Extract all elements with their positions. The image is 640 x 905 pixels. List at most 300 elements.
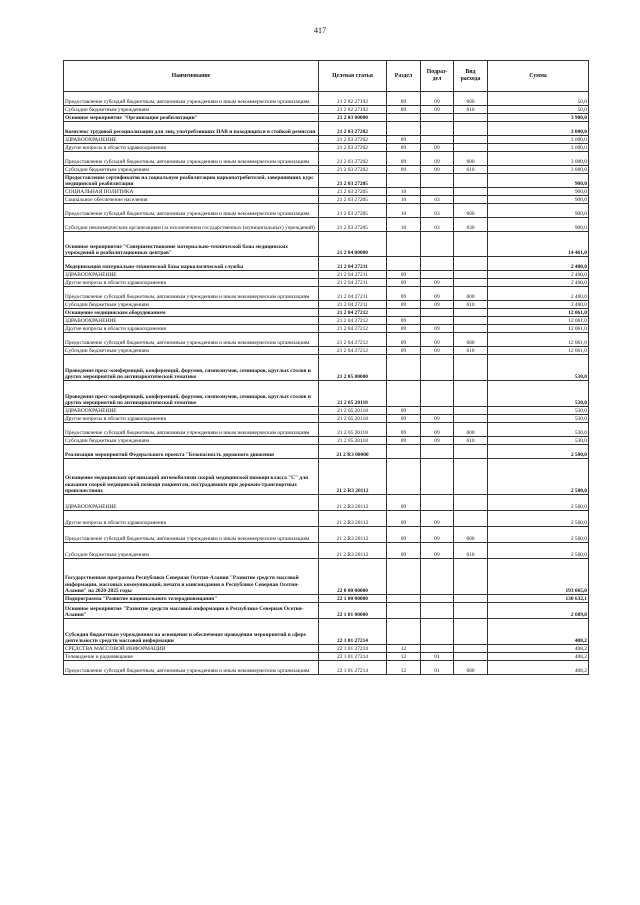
- cell-vid: [454, 511, 488, 527]
- cell-code: 21 2 03 27205: [319, 218, 387, 232]
- table-row: [64, 559, 589, 595]
- cell-sum: 530,0: [488, 381, 589, 407]
- table-row: [64, 347, 589, 355]
- cell-name: Телевидение и радиовещание: [64, 653, 319, 661]
- cell-sum: 2 400,0: [488, 271, 589, 279]
- cell-sum: 900,0: [488, 188, 589, 196]
- cell-code: 22 1 01 27214: [319, 661, 387, 675]
- cell-vid: [454, 122, 488, 136]
- cell-vid: [454, 174, 488, 188]
- cell-podrazdel: [421, 309, 454, 317]
- cell-razdel: 10: [387, 188, 421, 196]
- cell-razdel: [387, 559, 421, 595]
- table-row: [64, 333, 589, 347]
- cell-name: Предоставление субсидий бюджетным, автономным учреждениям и иным некоммерческим организациям: [64, 152, 319, 166]
- cell-razdel: 09: [387, 152, 421, 166]
- cell-razdel: [387, 309, 421, 317]
- table-row: [64, 603, 589, 619]
- cell-vid: 600: [454, 152, 488, 166]
- cell-code: 21 2 R3 20112: [319, 459, 387, 495]
- cell-razdel: 09: [387, 423, 421, 437]
- cell-sum: 530,0: [488, 415, 589, 423]
- cell-vid: [454, 645, 488, 653]
- cell-vid: 610: [454, 166, 488, 174]
- cell-code: 22 1 00 00000: [319, 595, 387, 603]
- cell-podrazdel: 01: [421, 661, 454, 675]
- page-number: 417: [314, 26, 326, 35]
- cell-sum: 2 400,0: [488, 279, 589, 287]
- cell-vid: [454, 445, 488, 459]
- table-row: [64, 122, 589, 136]
- table-row: [64, 287, 589, 301]
- cell-sum: 50,0: [488, 92, 589, 106]
- cell-code: 21 2 05 20118: [319, 423, 387, 437]
- cell-code: 21 2 05 20118: [319, 407, 387, 415]
- cell-name: Предоставление субсидий бюджетным, автономным учреждениям и иным некоммерческим организациям: [64, 423, 319, 437]
- cell-name: Проведение пресс-конференций, конференций, форумов, симпозиумов, семинаров, круглых столов и других мероприятий по антинаркотической тематике: [64, 355, 319, 381]
- cell-sum: 408,2: [488, 653, 589, 661]
- cell-code: 21 2 02 27192: [319, 92, 387, 106]
- cell-name: Проведение пресс-конференций, конференций, форумов, симпозиумов, семинаров, круглых столов и других мероприятий по антинаркотической тематике: [64, 381, 319, 407]
- cell-podrazdel: [421, 122, 454, 136]
- table-row: [64, 317, 589, 325]
- cell-sum: 2 500,0: [488, 511, 589, 527]
- cell-name: Предоставление сертификатов на социальную реабилитацию наркопотребителей, завершивших курс медицинской реабилитации: [64, 174, 319, 188]
- cell-vid: 610: [454, 106, 488, 114]
- cell-razdel: 09: [387, 437, 421, 445]
- table-row: [64, 301, 589, 309]
- cell-podrazdel: 09: [421, 301, 454, 309]
- cell-name: Субсидии бюджетным учреждениям: [64, 543, 319, 559]
- cell-code: 21 2 03 27202: [319, 152, 387, 166]
- cell-name: Предоставление субсидий бюджетным, автономным учреждениям и иным некоммерческим организациям: [64, 204, 319, 218]
- cell-code: 22 1 01 27214: [319, 645, 387, 653]
- cell-code: 21 2 03 27202: [319, 166, 387, 174]
- cell-sum: 3 000,0: [488, 136, 589, 144]
- cell-code: 21 2 05 20118: [319, 381, 387, 407]
- cell-name: Субсидии бюджетным учреждениям: [64, 106, 319, 114]
- cell-vid: 600: [454, 204, 488, 218]
- table-row: [64, 661, 589, 675]
- cell-vid: [454, 317, 488, 325]
- cell-podrazdel: 09: [421, 287, 454, 301]
- cell-podrazdel: [421, 355, 454, 381]
- cell-code: 22 1 01 00000: [319, 603, 387, 619]
- cell-sum: 2 400,0: [488, 257, 589, 271]
- cell-sum: 12 061,0: [488, 347, 589, 355]
- cell-razdel: 12: [387, 661, 421, 675]
- cell-razdel: 09: [387, 495, 421, 511]
- cell-razdel: 09: [387, 92, 421, 106]
- cell-vid: [454, 603, 488, 619]
- cell-podrazdel: 09: [421, 423, 454, 437]
- cell-razdel: 09: [387, 301, 421, 309]
- cell-vid: 610: [454, 437, 488, 445]
- cell-razdel: 09: [387, 415, 421, 423]
- cell-razdel: [387, 595, 421, 603]
- cell-code: 21 2 04 27212: [319, 309, 387, 317]
- cell-code: 21 2 03 27205: [319, 196, 387, 204]
- cell-name: ЗДРАВООХРАНЕНИЕ: [64, 317, 319, 325]
- table-row: [64, 619, 589, 645]
- table-row: [64, 174, 589, 188]
- table-row: [64, 114, 589, 122]
- table-row: [64, 495, 589, 511]
- cell-razdel: 09: [387, 287, 421, 301]
- cell-vid: [454, 271, 488, 279]
- cell-sum: 3 000,0: [488, 144, 589, 152]
- table-row: [64, 511, 589, 527]
- cell-vid: 600: [454, 333, 488, 347]
- cell-sum: 2 500,0: [488, 543, 589, 559]
- budget-table: [63, 60, 589, 675]
- cell-code: 21 2 05 20118: [319, 415, 387, 423]
- cell-podrazdel: 09: [421, 333, 454, 347]
- header-vid: Вид расхода: [454, 61, 488, 92]
- cell-name: ЗДРАВООХРАНЕНИЕ: [64, 136, 319, 144]
- table-row: [64, 653, 589, 661]
- cell-code: 21 2 04 27211: [319, 271, 387, 279]
- cell-podrazdel: [421, 136, 454, 144]
- header-code: Целевая статья: [319, 61, 387, 92]
- cell-name: СРЕДСТВА МАССОВОЙ ИНФОРМАЦИИ: [64, 645, 319, 653]
- table-row: [64, 196, 589, 204]
- cell-podrazdel: 03: [421, 218, 454, 232]
- cell-podrazdel: [421, 595, 454, 603]
- cell-code: 21 2 03 27202: [319, 122, 387, 136]
- cell-sum: 3 000,0: [488, 122, 589, 136]
- cell-code: 21 2 03 27202: [319, 136, 387, 144]
- cell-podrazdel: 09: [421, 415, 454, 423]
- cell-vid: [454, 653, 488, 661]
- cell-code: 21 2 R3 20112: [319, 527, 387, 543]
- cell-name: Субсидия бюджетным учреждениям на освещение и обеспечение проведения мероприятий в сфере деятельности средств массовой информации: [64, 619, 319, 645]
- cell-name: Подпрограмма "Развитие национального телерадиовещания": [64, 595, 319, 603]
- cell-code: 21 2 R3 20112: [319, 511, 387, 527]
- header-podrazdel: Подраз- дел: [421, 61, 454, 92]
- table-row: [64, 204, 589, 218]
- cell-sum: 50,0: [488, 106, 589, 114]
- cell-code: 21 2 05 20118: [319, 437, 387, 445]
- cell-podrazdel: 09: [421, 166, 454, 174]
- cell-vid: [454, 559, 488, 595]
- cell-sum: 193 065,0: [488, 559, 589, 595]
- cell-vid: 610: [454, 301, 488, 309]
- cell-name: СОЦИАЛЬНАЯ ПОЛИТИКА: [64, 188, 319, 196]
- cell-vid: [454, 309, 488, 317]
- cell-sum: 2 400,0: [488, 287, 589, 301]
- cell-razdel: 12: [387, 645, 421, 653]
- cell-code: 22 0 00 00000: [319, 559, 387, 595]
- cell-vid: 600: [454, 423, 488, 437]
- cell-vid: [454, 595, 488, 603]
- table-row: [64, 445, 589, 459]
- cell-vid: [454, 407, 488, 415]
- cell-code: 21 2 03 27202: [319, 144, 387, 152]
- table-row: [64, 106, 589, 114]
- table-row: [64, 381, 589, 407]
- cell-code: 21 2 02 27192: [319, 106, 387, 114]
- cell-sum: 14 461,0: [488, 232, 589, 257]
- cell-razdel: 12: [387, 653, 421, 661]
- cell-sum: 3 900,0: [488, 114, 589, 122]
- cell-name: ЗДРАВООХРАНЕНИЕ: [64, 495, 319, 511]
- cell-razdel: [387, 257, 421, 271]
- table-row: [64, 188, 589, 196]
- cell-razdel: [387, 122, 421, 136]
- header-name: Наименование: [64, 61, 319, 92]
- cell-podrazdel: 03: [421, 204, 454, 218]
- cell-vid: 600: [454, 287, 488, 301]
- cell-sum: 530,0: [488, 355, 589, 381]
- cell-code: 21 2 04 27211: [319, 257, 387, 271]
- cell-podrazdel: [421, 317, 454, 325]
- cell-name: Основное мероприятие "Совершенствование материально-технической базы медицинских учреждений и реабилитационных центров": [64, 232, 319, 257]
- table-row: [64, 166, 589, 174]
- table-row: [64, 218, 589, 232]
- cell-vid: [454, 257, 488, 271]
- cell-razdel: [387, 355, 421, 381]
- cell-podrazdel: 09: [421, 152, 454, 166]
- table-row: [64, 415, 589, 423]
- cell-vid: [454, 196, 488, 204]
- cell-razdel: 09: [387, 407, 421, 415]
- cell-sum: 130 632,1: [488, 595, 589, 603]
- cell-name: Другие вопросы в области здравоохранения: [64, 279, 319, 287]
- cell-razdel: 10: [387, 204, 421, 218]
- cell-razdel: 09: [387, 279, 421, 287]
- cell-vid: [454, 114, 488, 122]
- cell-razdel: 10: [387, 196, 421, 204]
- cell-code: 22 1 01 27214: [319, 619, 387, 645]
- cell-podrazdel: 09: [421, 144, 454, 152]
- cell-sum: 2 500,0: [488, 459, 589, 495]
- cell-podrazdel: 09: [421, 92, 454, 106]
- cell-vid: [454, 355, 488, 381]
- cell-name: Предоставление субсидий бюджетным, автономным учреждениям и иным некоммерческим организациям: [64, 287, 319, 301]
- cell-razdel: 09: [387, 543, 421, 559]
- cell-code: 21 2 03 27205: [319, 174, 387, 188]
- cell-podrazdel: 01: [421, 653, 454, 661]
- table-row: [64, 645, 589, 653]
- cell-name: Оснащение медицинских организаций автомобилями скорой медицинской помощи класса "С" для оказания скорой медицинской помощи пациентам, пострадавшим при дорожно-транспортных происшествиях: [64, 459, 319, 495]
- cell-code: 22 1 01 27214: [319, 653, 387, 661]
- cell-sum: 530,0: [488, 437, 589, 445]
- cell-sum: 900,0: [488, 204, 589, 218]
- cell-name: Модернизация материально-технической базы наркологической службы: [64, 257, 319, 271]
- cell-podrazdel: [421, 445, 454, 459]
- cell-sum: 530,0: [488, 407, 589, 415]
- cell-name: ЗДРАВООХРАНЕНИЕ: [64, 407, 319, 415]
- cell-sum: 12 061,0: [488, 317, 589, 325]
- cell-sum: 3 000,0: [488, 166, 589, 174]
- cell-code: 21 2 04 27212: [319, 317, 387, 325]
- cell-razdel: 09: [387, 333, 421, 347]
- cell-name: Предоставление субсидий бюджетным, автономным учреждениям и иным некоммерческим организациям: [64, 92, 319, 106]
- cell-podrazdel: [421, 381, 454, 407]
- table-row: [64, 152, 589, 166]
- cell-podrazdel: [421, 459, 454, 495]
- cell-podrazdel: [421, 407, 454, 415]
- cell-razdel: 09: [387, 106, 421, 114]
- cell-sum: 408,2: [488, 645, 589, 653]
- cell-vid: [454, 619, 488, 645]
- cell-code: 21 2 04 27211: [319, 287, 387, 301]
- header-sum: Сумма: [488, 61, 589, 92]
- cell-vid: [454, 381, 488, 407]
- cell-razdel: [387, 232, 421, 257]
- cell-razdel: 09: [387, 511, 421, 527]
- cell-podrazdel: 09: [421, 279, 454, 287]
- cell-code: 21 2 04 27211: [319, 279, 387, 287]
- cell-name: Основное мероприятие "Организация реабилитации": [64, 114, 319, 122]
- cell-sum: 12 061,0: [488, 333, 589, 347]
- cell-name: Другие вопросы в области здравоохранения: [64, 415, 319, 423]
- cell-code: 21 2 04 00000: [319, 232, 387, 257]
- cell-sum: 3 000,0: [488, 152, 589, 166]
- cell-name: Государственная программа Республики Северная Осетия-Алания "Развитие средств массовой информации, массовых коммуникаций, печати и книгоиздания в Республике Северная Осетия-Алания" на 2020-2025 годы: [64, 559, 319, 595]
- cell-name: Реализация мероприятий Федерального проекта "Безопасность дорожного движения: [64, 445, 319, 459]
- table-row: [64, 325, 589, 333]
- cell-sum: 2 500,0: [488, 445, 589, 459]
- cell-name: Оснащение медицинским оборудованием: [64, 309, 319, 317]
- cell-sum: 2 500,0: [488, 527, 589, 543]
- table-row: [64, 271, 589, 279]
- cell-razdel: [387, 174, 421, 188]
- cell-name: Субсидии бюджетным учреждениям: [64, 437, 319, 445]
- cell-vid: [454, 188, 488, 196]
- cell-vid: 600: [454, 527, 488, 543]
- cell-razdel: 09: [387, 271, 421, 279]
- cell-sum: 900,0: [488, 196, 589, 204]
- cell-razdel: 09: [387, 325, 421, 333]
- cell-podrazdel: [421, 114, 454, 122]
- cell-razdel: [387, 445, 421, 459]
- cell-vid: [454, 144, 488, 152]
- cell-name: Другие вопросы в области здравоохранения: [64, 144, 319, 152]
- cell-podrazdel: [421, 603, 454, 619]
- cell-podrazdel: [421, 645, 454, 653]
- cell-podrazdel: [421, 559, 454, 595]
- table-row: [64, 232, 589, 257]
- cell-vid: [454, 136, 488, 144]
- cell-razdel: 09: [387, 317, 421, 325]
- cell-vid: [454, 325, 488, 333]
- cell-podrazdel: [421, 619, 454, 645]
- cell-vid: [454, 279, 488, 287]
- cell-sum: 900,0: [488, 218, 589, 232]
- cell-podrazdel: [421, 188, 454, 196]
- cell-vid: [454, 459, 488, 495]
- cell-vid: 600: [454, 92, 488, 106]
- cell-code: 21 2 R3 00000: [319, 445, 387, 459]
- table-row: [64, 144, 589, 152]
- cell-sum: 408,2: [488, 619, 589, 645]
- cell-vid: 610: [454, 543, 488, 559]
- cell-code: 21 2 04 27212: [319, 333, 387, 347]
- cell-name: Основное мероприятие "Развитие средств массовой информации в Республике Северная Осетия-Алания": [64, 603, 319, 619]
- cell-razdel: 10: [387, 218, 421, 232]
- table-row: [64, 257, 589, 271]
- table-row: [64, 136, 589, 144]
- cell-razdel: 09: [387, 527, 421, 543]
- table-row: [64, 437, 589, 445]
- cell-vid: [454, 495, 488, 511]
- table-body: [64, 92, 589, 675]
- cell-vid: 600: [454, 661, 488, 675]
- header-razdel: Раздел: [387, 61, 421, 92]
- cell-razdel: 09: [387, 166, 421, 174]
- cell-name: Предоставление субсидий бюджетным, автономным учреждениям и иным некоммерческим организациям: [64, 333, 319, 347]
- cell-code: 21 2 03 27205: [319, 204, 387, 218]
- cell-podrazdel: 09: [421, 527, 454, 543]
- table-row: [64, 459, 589, 495]
- table-row: [64, 423, 589, 437]
- cell-name: Другие вопросы в области здравоохранения: [64, 511, 319, 527]
- table-row: [64, 92, 589, 106]
- cell-podrazdel: [421, 174, 454, 188]
- cell-code: 21 2 04 27211: [319, 301, 387, 309]
- cell-name: Предоставление субсидий бюджетным, автономным учреждениям и иным некоммерческим организациям: [64, 527, 319, 543]
- cell-podrazdel: [421, 232, 454, 257]
- cell-code: 21 2 04 27212: [319, 347, 387, 355]
- cell-razdel: 09: [387, 144, 421, 152]
- cell-vid: 630: [454, 218, 488, 232]
- cell-podrazdel: 09: [421, 325, 454, 333]
- cell-code: 21 2 R3 20112: [319, 495, 387, 511]
- cell-sum: 2 609,8: [488, 603, 589, 619]
- cell-name: Другие вопросы в области здравоохранения: [64, 325, 319, 333]
- cell-name: Предоставление субсидий бюджетным, автономным учреждениям и иным некоммерческим организациям: [64, 661, 319, 675]
- cell-razdel: 09: [387, 136, 421, 144]
- cell-sum: 408,2: [488, 661, 589, 675]
- cell-razdel: [387, 459, 421, 495]
- cell-podrazdel: 09: [421, 511, 454, 527]
- cell-name: Субсидии бюджетным учреждениям: [64, 166, 319, 174]
- cell-podrazdel: 03: [421, 196, 454, 204]
- cell-code: 21 2 03 00000: [319, 114, 387, 122]
- table-row: [64, 355, 589, 381]
- cell-code: 21 2 03 27205: [319, 188, 387, 196]
- table-header: [64, 61, 589, 92]
- cell-podrazdel: 09: [421, 437, 454, 445]
- cell-name: Субсидии бюджетным учреждениям: [64, 301, 319, 309]
- table-row: [64, 543, 589, 559]
- cell-sum: 12 061,0: [488, 309, 589, 317]
- cell-code: 21 2 05 00000: [319, 355, 387, 381]
- table-row: [64, 527, 589, 543]
- cell-vid: [454, 232, 488, 257]
- cell-razdel: [387, 619, 421, 645]
- cell-name: ЗДРАВООХРАНЕНИЕ: [64, 271, 319, 279]
- cell-razdel: [387, 381, 421, 407]
- table-row: [64, 309, 589, 317]
- cell-name: Комплекс трудовой ресоциализации для лиц, употреблявших ПАВ и находящихся в стойкой ремиссии: [64, 122, 319, 136]
- cell-razdel: 09: [387, 347, 421, 355]
- cell-razdel: [387, 603, 421, 619]
- cell-code: 21 2 04 27212: [319, 325, 387, 333]
- cell-podrazdel: [421, 495, 454, 511]
- cell-podrazdel: 09: [421, 543, 454, 559]
- cell-name: Субсидии некоммерческим организациям (за исключением государственных (муниципальных) учреждений): [64, 218, 319, 232]
- cell-podrazdel: 09: [421, 347, 454, 355]
- table-row: [64, 595, 589, 603]
- cell-sum: 2 400,0: [488, 301, 589, 309]
- cell-vid: [454, 415, 488, 423]
- cell-sum: 900,0: [488, 174, 589, 188]
- cell-name: Социальное обеспечение населения: [64, 196, 319, 204]
- cell-vid: 610: [454, 347, 488, 355]
